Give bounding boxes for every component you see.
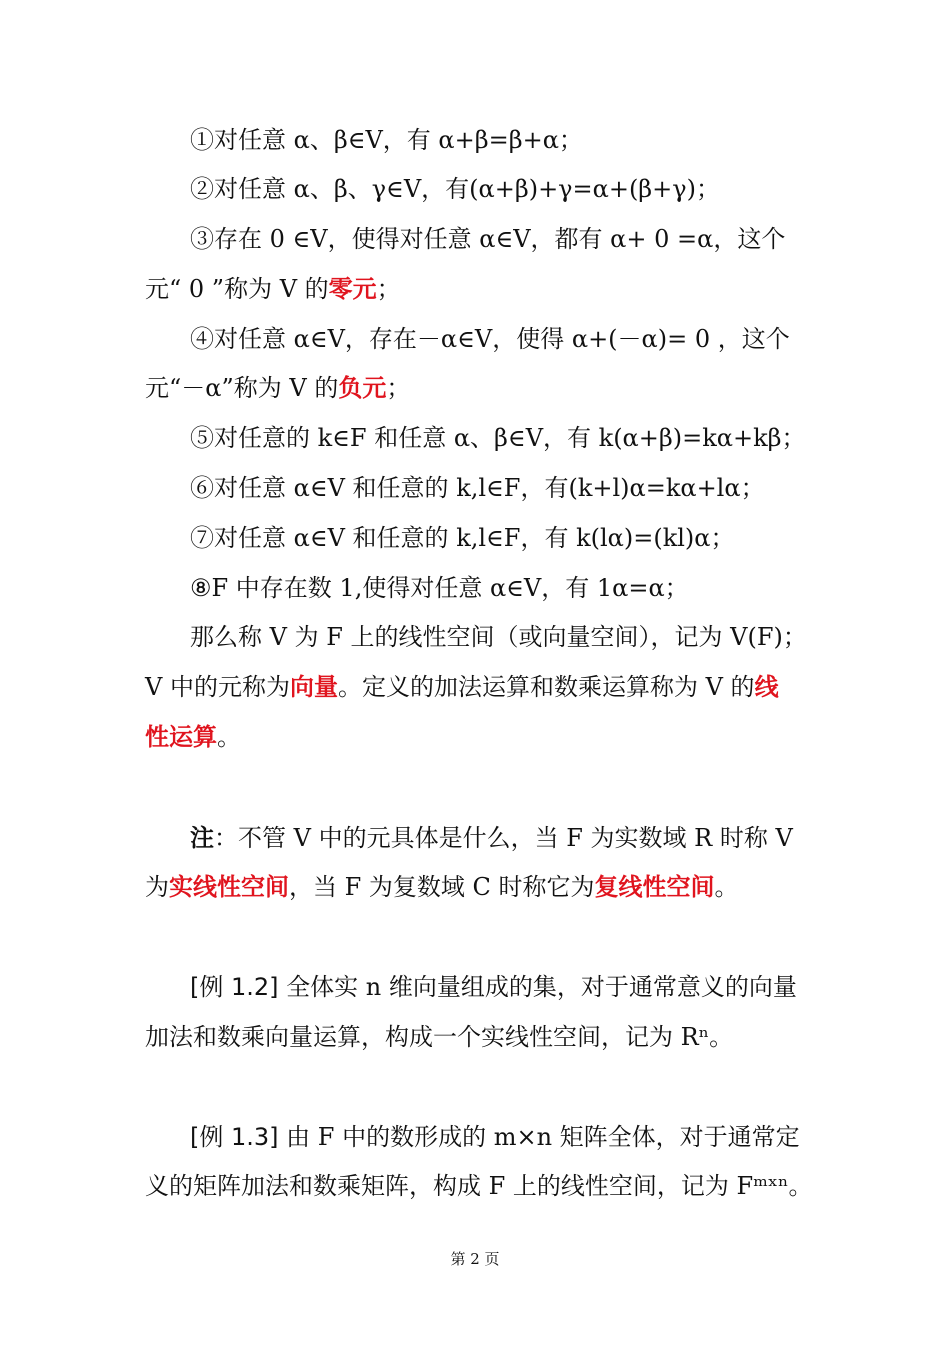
note-line-1 — [190, 822, 815, 854]
axiom-4-line-1: ④对任意 α∈V，存在－α∈V，使得 α+(－α)= 0 ，这个 — [190, 325, 790, 353]
example-1-3-line-1 — [190, 1121, 815, 1153]
example-1-2-label: [例 1.2] — [190, 973, 279, 1001]
note-end: 。 — [714, 873, 739, 901]
axiom-4-line-2 — [145, 372, 815, 404]
definition-end: 。 — [217, 723, 241, 751]
page-number: 第 2 页 — [450, 1250, 500, 1268]
example-1-2-text-1: 全体实 n 维向量组成的集，对于通常意义的向量 — [278, 973, 797, 1001]
axiom-4-text: 元“－α”称为 V 的 — [145, 374, 339, 402]
term-linear-operation-start: 线 — [754, 673, 779, 701]
term-zero-element: 零元 — [328, 275, 377, 303]
definition-line-2 — [145, 671, 815, 703]
note-text-2: 为 — [145, 873, 169, 901]
example-1-2-line-2: 加法和数乘向量运算，构成一个实线性空间，记为 Rⁿ。 — [145, 1023, 734, 1051]
term-negative-element: 负元 — [338, 374, 387, 402]
example-1-2-line-1 — [190, 971, 815, 1003]
axiom-8: ⑧F 中存在数 1,使得对任意 α∈V，有 1α=α； — [190, 574, 689, 602]
axiom-3-line-2 — [145, 273, 815, 305]
axiom-2: ②对任意 α、β、γ∈V，有(α+β)+γ=α+(β+γ)； — [190, 175, 721, 203]
term-vector: 向量 — [289, 673, 338, 701]
axiom-6: ⑥对任意 α∈V 和任意的 k,l∈F，有(k+l)α=kα+lα； — [190, 474, 765, 502]
definition-line-3 — [145, 721, 815, 753]
axiom-7: ⑦对任意 α∈V 和任意的 k,l∈F，有 k(lα)=(kl)α； — [190, 524, 735, 552]
note-line-2 — [145, 871, 815, 903]
example-1-3-text-1: 由 F 中的数形成的 m×n 矩阵全体，对于通常定 — [278, 1123, 800, 1151]
example-1-3-label: [例 1.3] — [190, 1123, 279, 1151]
term-linear-operation-end: 性运算 — [145, 723, 217, 751]
axiom-4-end: ； — [386, 374, 411, 402]
example-1-3-line-2: 义的矩阵加法和数乘矩阵，构成 F 上的线性空间，记为 Fᵐˣⁿ。 — [145, 1172, 813, 1200]
term-real-linear-space: 实线性空间 — [169, 873, 289, 901]
term-complex-linear-space: 复线性空间 — [594, 873, 715, 901]
axiom-1: ①对任意 α、β∈V，有 α+β=β+α； — [190, 126, 583, 154]
note-text-3: ，当 F 为复数域 C 时称它为 — [289, 873, 595, 901]
axiom-5: ⑤对任意的 k∈F 和任意 α、β∈V，有 k(α+β)=kα+kβ； — [190, 424, 806, 452]
axiom-3-end: ； — [376, 275, 401, 303]
note-label: 注 — [190, 824, 214, 852]
definition-text-1: V 中的元称为 — [145, 673, 290, 701]
axiom-3-line-1: ③存在 0 ∈V，使得对任意 α∈V，都有 α+ 0 =α，这个 — [190, 225, 786, 253]
axiom-3-text: 元“ 0 ”称为 V 的 — [145, 275, 329, 303]
note-text-1: ：不管 V 中的元具体是什么，当 F 为实数域 R 时称 V — [214, 824, 793, 852]
definition-line-1: 那么称 V 为 F 上的线性空间（或向量空间），记为 V(F)； — [190, 623, 807, 651]
definition-text-2: 。定义的加法运算和数乘运算称为 V 的 — [337, 673, 755, 701]
